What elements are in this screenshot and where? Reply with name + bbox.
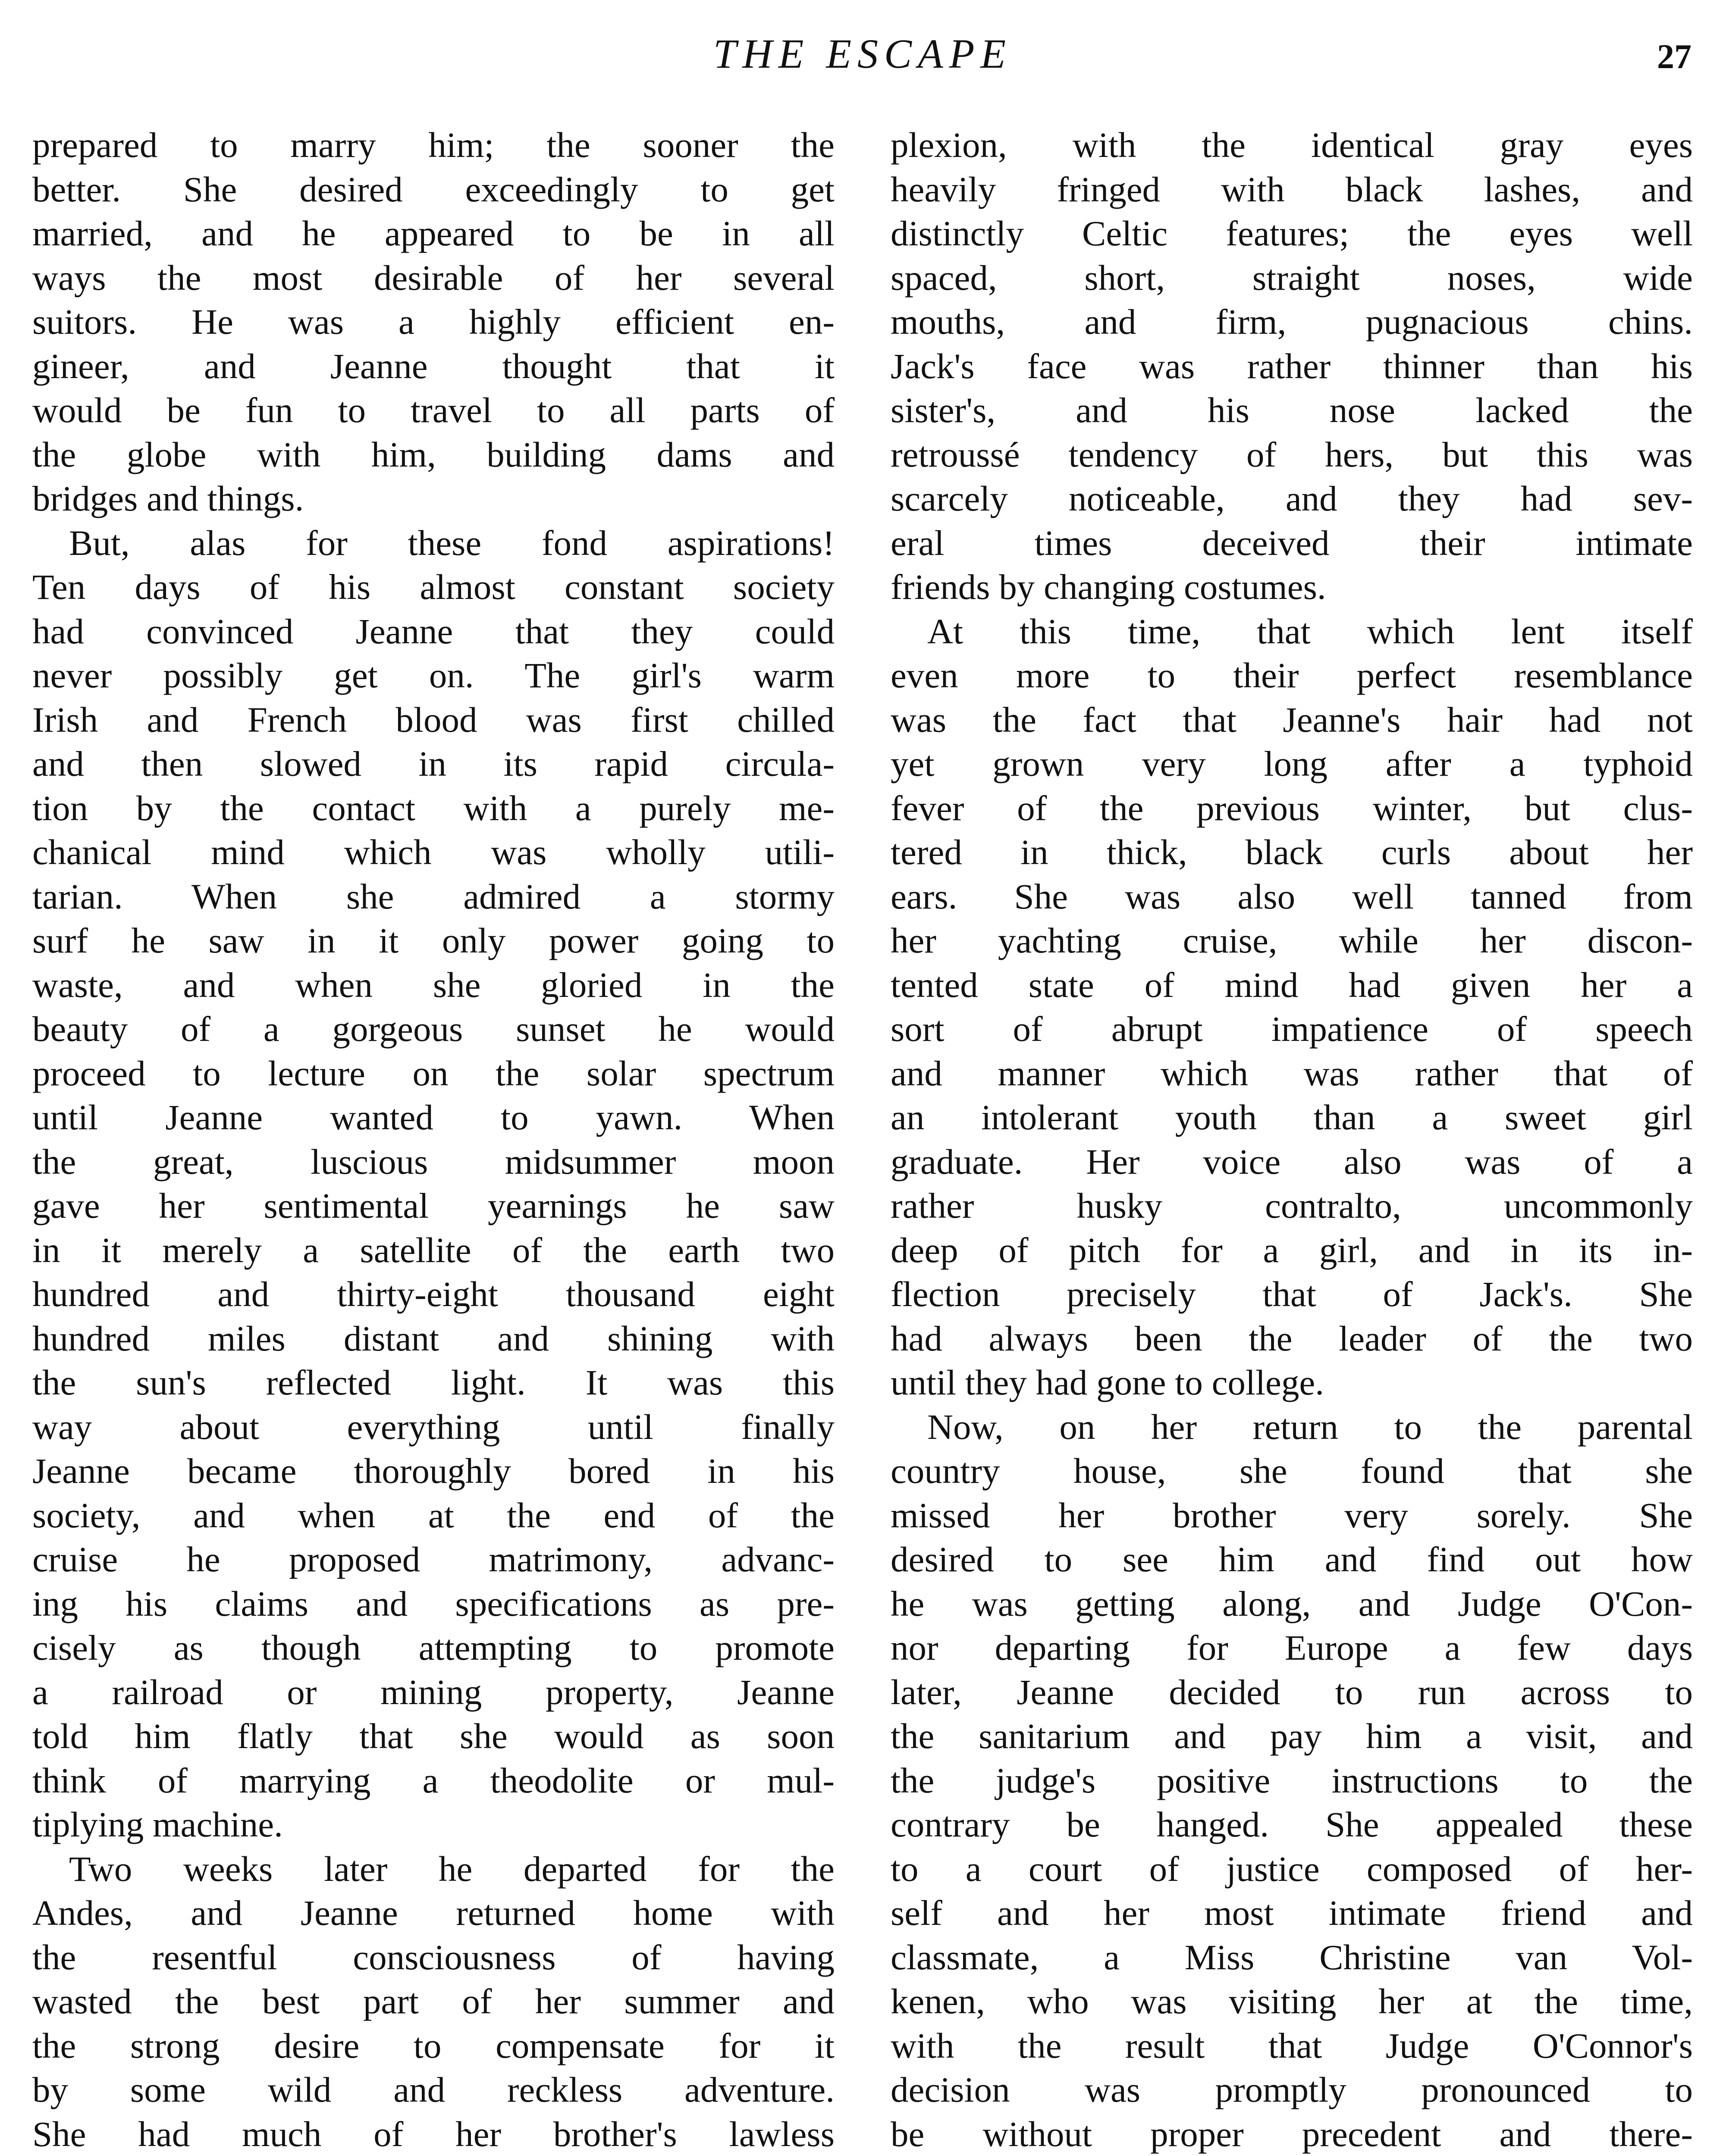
text-line: Irish and French blood was first chilled [32,699,835,740]
text-line: and then slowed in its rapid circula- [32,744,835,783]
text-line: way about everything until finally [32,1407,835,1447]
page-number: 27 [1657,38,1691,76]
text-line: tiplying machine. [32,1805,283,1844]
text-line: tented state of mind had given her a [891,965,1693,1005]
text-line: hundred miles distant and shining with [32,1318,835,1358]
text-line: deep of pitch for a girl, and in its in- [891,1230,1693,1270]
text-line: bridges and things. [32,479,304,518]
text-line: sort of abrupt impatience of speech [891,1009,1693,1049]
text-line: the great, luscious midsummer moon [32,1141,835,1181]
text-line: Andes, and Jeanne returned home with [32,1893,835,1933]
text-line: proceed to lecture on the solar spectrum [32,1053,835,1093]
text-line: in it merely a satellite of the earth two [32,1230,835,1270]
text-line: the globe with him, building dams and [32,434,835,474]
text-line: the resentful consciousness of having [32,1937,835,1977]
text-line: society, and when at the end of the [32,1495,835,1535]
text-line: tion by the contact with a purely me- [32,788,835,828]
text-line: But, alas for these fond aspirations! [69,523,835,563]
text-line: until they had gone to college. [891,1363,1324,1402]
running-title: THE ESCAPE [713,31,1012,77]
text-line: Now, on her return to the parental [927,1407,1693,1447]
text-line: eral times deceived their intimate [891,523,1693,563]
text-line: until Jeanne wanted to yawn. When [32,1097,835,1137]
text-line: would be fun to travel to all parts of [32,390,835,430]
text-line: think of marrying a theodolite or mul- [32,1760,835,1800]
text-line: with the result that Judge O'Connor's [891,2025,1693,2065]
text-line: and manner which was rather that of [891,1053,1693,1093]
text-line: plexion, with the identical gray eyes [891,125,1693,165]
text-line: friends by changing costumes. [891,567,1326,607]
text-line: graduate. Her voice also was of a [891,1141,1693,1181]
text-line: never possibly get on. The girl's warm [32,655,835,695]
text-line: retroussé tendency of hers, but this was [891,434,1693,474]
text-line: by some wild and reckless adventure. [32,2070,835,2109]
text-line: gave her sentimental yearnings he saw [32,1186,835,1225]
text-line: hundred and thirty-eight thousand eight [32,1274,835,1314]
text-line: Jeanne became thoroughly bored in his [32,1451,835,1491]
text-line: Jack's face was rather thinner than his [891,346,1693,386]
left-column [32,123,835,2156]
text-line: classmate, a Miss Christine van Vol- [891,1937,1693,1977]
text-line: gineer, and Jeanne thought that it [32,346,835,386]
text-line: told him flatly that she would as soon [32,1716,835,1756]
text-line: had convinced Jeanne that they could [32,611,835,651]
text-line: ing his claims and specifications as pre- [32,1583,835,1623]
text-line: better. She desired exceedingly to get [32,169,835,209]
text-line: spaced, short, straight noses, wide [891,257,1693,298]
text-line: She had much of her brother's lawless [32,2114,835,2154]
text-line: rather husky contralto, uncommonly [891,1186,1693,1225]
text-line: was the fact that Jeanne's hair had not [891,699,1693,740]
text-line: kenen, who was visiting her at the time, [891,1981,1693,2021]
text-line: scarcely noticeable, and they had sev- [891,479,1693,518]
text-line: contrary be hanged. She appealed these [891,1805,1693,1844]
text-line: cisely as though attempting to promote [32,1628,835,1667]
text-line: the judge's positive instructions to the [891,1760,1693,1800]
text-line: even more to their perfect resemblance [891,655,1693,695]
text-line: nor departing for Europe a few days [891,1628,1693,1667]
text-line: ears. She was also well tanned from [891,876,1693,916]
text-line: desired to see him and find out how [891,1539,1693,1579]
text-line: missed her brother very sorely. She [891,1495,1693,1535]
text-line: Ten days of his almost constant society [32,567,835,607]
text-line: tarian. When she admired a stormy [32,876,835,916]
text-line: heavily fringed with black lashes, and [891,169,1693,209]
text-line: prepared to marry him; the sooner the [32,125,835,165]
text-line: yet grown very long after a typhoid [891,744,1693,783]
text-line: cruise he proposed matrimony, advanc- [32,1539,835,1579]
text-line: mouths, and firm, pugnacious chins. [891,302,1693,342]
text-line: later, Jeanne decided to run across to [891,1672,1693,1712]
text-line: married, and he appeared to be in all [32,213,835,253]
text-line: her yachting cruise, while her discon- [891,921,1693,960]
text-line: wasted the best part of her summer and [32,1981,835,2021]
text-line: Two weeks later he departed for the [69,1849,835,1889]
text-line: the sanitarium and pay him a visit, and [891,1716,1693,1756]
text-line: waste, and when she gloried in the [32,965,835,1005]
text-line: decision was promptly pronounced to [891,2070,1693,2109]
text-line: sister's, and his nose lacked the [891,390,1693,430]
text-line: chanical mind which was wholly utili- [32,832,835,872]
text-line: had always been the leader of the two [891,1318,1693,1358]
text-line: an intolerant youth than a sweet girl [891,1097,1693,1137]
text-line: suitors. He was a highly efficient en- [32,302,835,342]
text-line: distinctly Celtic features; the eyes well [891,213,1693,253]
text-line: surf he saw in it only power going to [32,921,835,960]
text-line: the sun's reflected light. It was this [32,1363,835,1402]
right-column [891,123,1693,2156]
text-line: fever of the previous winter, but clus- [891,788,1693,828]
text-line: tered in thick, black curls about her [891,832,1693,872]
text-line: beauty of a gorgeous sunset he would [32,1009,835,1049]
text-line: to a court of justice composed of her- [891,1849,1693,1889]
text-line: be without proper precedent and there- [891,2114,1693,2154]
text-line: self and her most intimate friend and [891,1893,1693,1933]
text-line: a railroad or mining property, Jeanne [32,1672,835,1712]
text-line: flection precisely that of Jack's. She [891,1274,1693,1314]
text-line: ways the most desirable of her several [32,257,835,298]
text-line: the strong desire to compensate for it [32,2025,835,2065]
text-line: he was getting along, and Judge O'Con- [891,1583,1693,1623]
text-line: At this time, that which lent itself [927,611,1693,651]
text-line: country house, she found that she [891,1451,1693,1491]
